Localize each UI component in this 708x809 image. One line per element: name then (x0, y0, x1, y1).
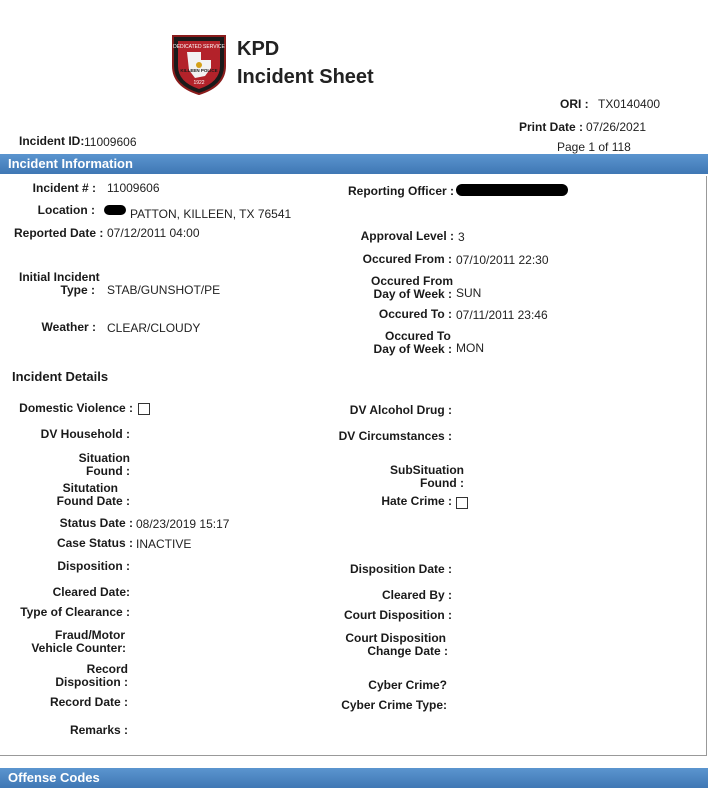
print-date-label: Print Date : (519, 120, 584, 134)
agency-name: KPD (237, 38, 280, 60)
print-date-value: 07/26/2021 (586, 120, 647, 134)
incident-details-heading: Incident Details (12, 369, 109, 384)
record-disposition-label-line2: Disposition : (55, 675, 128, 689)
page-indicator: Page 1 of 118 (557, 140, 631, 154)
domestic-violence-checkbox[interactable] (138, 403, 150, 415)
initial-type-value: STAB/GUNSHOT/PE (107, 283, 221, 297)
incident-number-label: Incident # : (32, 181, 96, 195)
ori-label: ORI : (560, 97, 589, 111)
approval-level-label: Approval Level : (360, 229, 454, 243)
approval-level-value: 3 (458, 230, 465, 244)
court-change-date-label-line1: Court Disposition (345, 631, 446, 645)
location-label: Location : (37, 203, 95, 217)
reported-date-value: 07/12/2011 04:00 (107, 226, 200, 240)
hate-crime-checkbox[interactable] (456, 497, 468, 509)
occurred-from-value: 07/10/2011 22:30 (456, 253, 549, 267)
reporting-officer-label: Reporting Officer : (347, 184, 454, 198)
situation-found-label-line1: Situation (78, 451, 130, 465)
situation-found-label-line2: Found : (86, 464, 130, 478)
hate-crime-label: Hate Crime : (381, 494, 452, 508)
location-value: PATTON, KILLEEN, TX 76541 (130, 207, 292, 221)
domestic-violence-label: Domestic Violence : (19, 401, 133, 415)
record-disposition-label-line1: Record (86, 662, 128, 676)
remarks-label: Remarks : (69, 723, 128, 737)
from-dow-label-line1: Occured From (371, 274, 454, 288)
incident-number-value: 11009606 (107, 181, 160, 195)
weather-value: CLEAR/CLOUDY (107, 321, 201, 335)
status-date-value: 08/23/2019 15:17 (136, 517, 230, 531)
weather-label: Weather : (41, 320, 96, 334)
cyber-crime-type-label: Cyber Crime Type: (341, 698, 447, 712)
incident-id-value: 11009606 (84, 135, 137, 149)
subsituation-label-line1: SubSituation (390, 463, 464, 477)
from-dow-value: SUN (456, 286, 482, 300)
redacted-officer-name (456, 184, 568, 196)
occurred-to-value: 07/11/2011 23:46 (456, 308, 548, 322)
badge-year-text: 1922 (193, 80, 205, 86)
disposition-date-label: Disposition Date : (349, 562, 452, 576)
case-status-label: Case Status : (56, 536, 133, 550)
document-title: Incident Sheet (237, 66, 374, 88)
fraud-counter-label-line1: Fraud/Motor (55, 628, 125, 642)
case-status-value: INACTIVE (136, 537, 192, 551)
badge-mid-text: KILLEEN POLICE (180, 68, 218, 73)
police-badge-logo (167, 32, 231, 96)
situation-found-date-label-line1: Situtation (62, 481, 118, 495)
incident-id-label: Incident ID: (19, 134, 85, 148)
occurred-from-label: Occured From : (362, 252, 452, 266)
cleared-date-label: Cleared Date: (52, 585, 130, 599)
disposition-label: Disposition : (57, 559, 130, 573)
dv-circumstances-label: DV Circumstances : (338, 429, 452, 443)
redacted-street-number (104, 205, 126, 215)
record-date-label: Record Date : (49, 695, 128, 709)
badge-top-text: DEDICATED SERVICE (173, 44, 225, 50)
to-dow-value: MON (456, 341, 484, 355)
court-disposition-label: Court Disposition : (344, 608, 452, 622)
reported-date-label: Reported Date : (14, 226, 104, 240)
dv-household-label: DV Household : (40, 427, 130, 441)
situation-found-date-label-line2: Found Date : (56, 494, 130, 508)
cleared-by-label: Cleared By : (381, 588, 452, 602)
to-dow-label-line1: Occured To (385, 329, 451, 343)
cyber-crime-label: Cyber Crime? (368, 678, 447, 692)
incident-information-header: Incident Information (0, 154, 708, 174)
fraud-counter-label-line2: Vehicle Counter: (31, 641, 126, 655)
status-date-label: Status Date : (59, 516, 133, 530)
dv-alcohol-drug-label: DV Alcohol Drug : (349, 403, 452, 417)
occurred-to-label: Occured To : (378, 307, 452, 321)
subsituation-label-line2: Found : (420, 476, 464, 490)
type-of-clearance-label: Type of Clearance : (20, 605, 130, 619)
to-dow-label-line2: Day of Week : (373, 342, 452, 356)
from-dow-label-line2: Day of Week : (373, 287, 452, 301)
court-change-date-label-line2: Change Date : (367, 644, 448, 658)
initial-type-label-line1: Initial Incident (19, 270, 100, 284)
ori-value: TX0140400 (598, 97, 661, 111)
initial-type-label-line2: Type : (60, 283, 95, 297)
offense-codes-header: Offense Codes (0, 768, 708, 788)
